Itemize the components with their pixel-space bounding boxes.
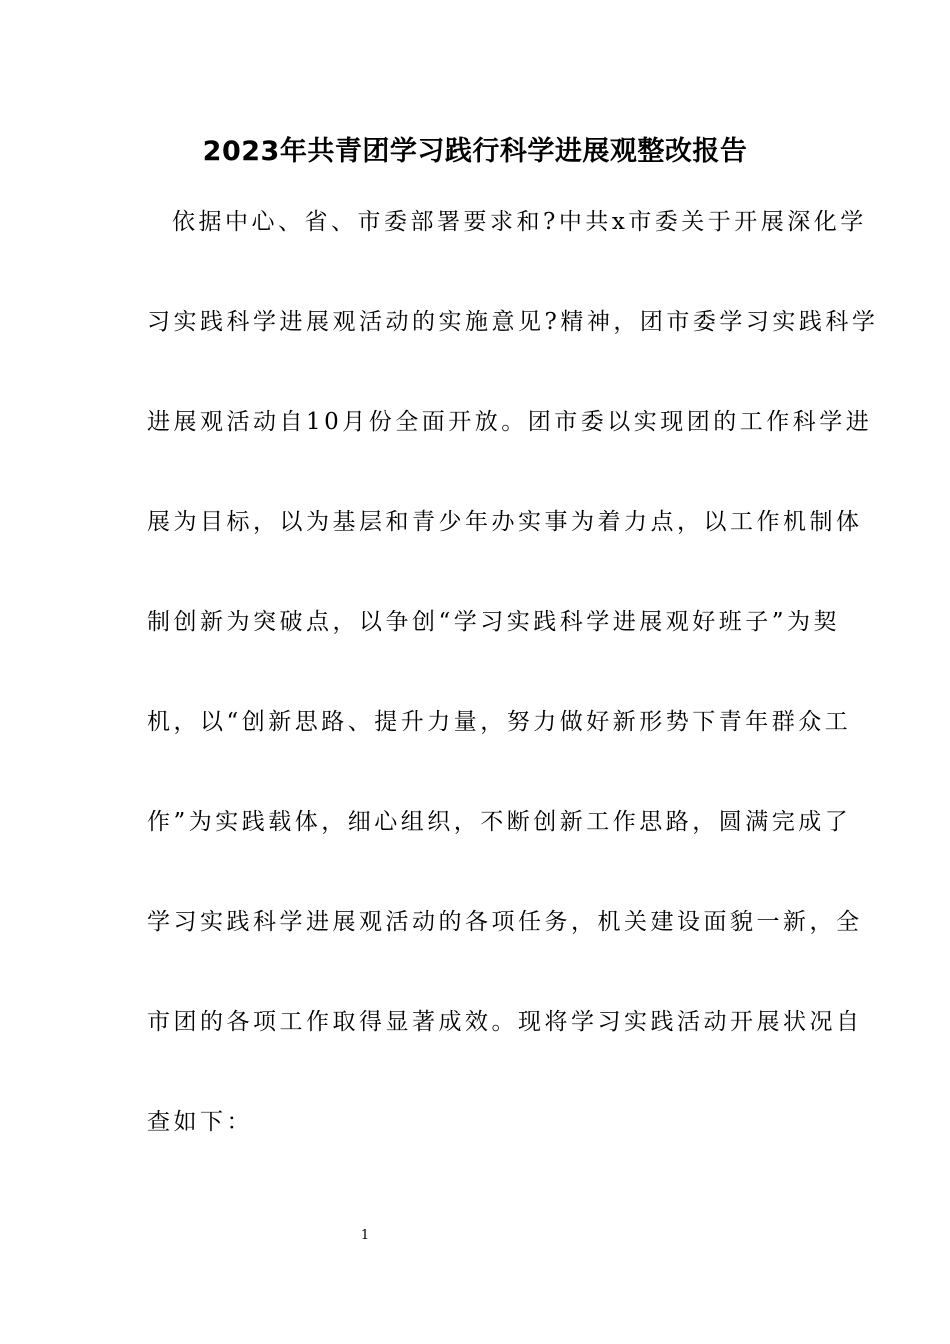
paragraph-line: 市团的各项工作取得显著成效。现将学习实践活动开展状况自	[147, 1009, 863, 1035]
paragraph-line: 展为目标，以为基层和青少年办实事为着力点，以工作机制体	[147, 509, 863, 535]
paragraph-line: 依据中心、省、市委部署要求和?中共x市委关于开展深化学	[172, 209, 867, 235]
page-number: 1	[360, 1228, 370, 1243]
paragraph-line: 机，以“创新思路、提升力量，努力做好新形势下青年群众工	[147, 709, 852, 735]
paragraph-line: 习实践科学进展观活动的实施意见?精神，团市委学习实践科学	[147, 309, 879, 335]
document-title: 2023年共青团学习践行科学进展观整改报告	[202, 136, 748, 167]
paragraph-line: 作”为实践载体，细心组织，不断创新工作思路，圆满完成了	[147, 809, 852, 835]
paragraph-line: 查如下：	[147, 1109, 253, 1135]
paragraph-line: 制创新为突破点，以争创“学习实践科学进展观好班子”为契	[147, 609, 841, 635]
paragraph-line: 学习实践科学进展观活动的各项任务，机关建设面貌一新，全	[147, 909, 863, 935]
paragraph-line: 进展观活动自10月份全面开放。团市委以实现团的工作科学进	[147, 409, 873, 435]
